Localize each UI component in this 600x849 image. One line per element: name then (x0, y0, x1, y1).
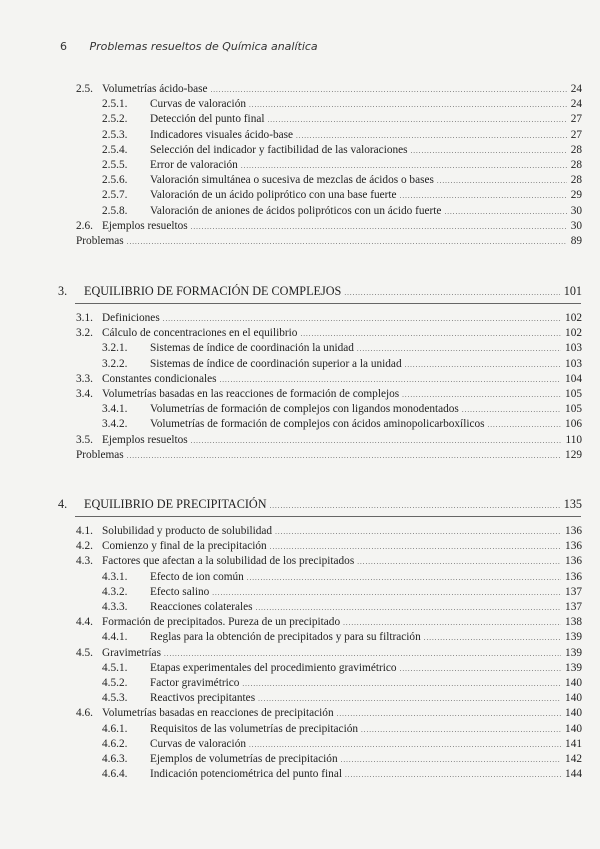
section-number: 3.4.2. (102, 418, 128, 431)
entry-label (102, 402, 459, 417)
toc-entry[interactable] (76, 311, 582, 326)
dot-leader (191, 220, 567, 235)
dot-leader (127, 235, 567, 250)
entry-label (102, 417, 485, 432)
section-number: 3.5. (76, 433, 93, 446)
section-number: 2.5.8. (102, 204, 128, 217)
page-ref: 27 (570, 113, 582, 126)
dot-leader (405, 358, 561, 373)
chapter-rule (75, 516, 581, 517)
dot-leader (400, 189, 567, 204)
section-number: 3.1. (76, 312, 93, 324)
section-number: 4.3. (76, 555, 93, 568)
section-title: Comienzo y final de la precipitación (102, 540, 267, 553)
dot-leader (270, 499, 560, 514)
entry-label (102, 722, 358, 737)
section-title: Curvas de valoración (150, 98, 246, 111)
entry-label (76, 326, 297, 341)
toc-entry[interactable] (102, 661, 582, 676)
entry-label (76, 234, 124, 249)
entry-label (58, 497, 267, 512)
section-number: 2.5.7. (102, 189, 128, 202)
dot-leader (402, 388, 561, 403)
section-title: Efecto salino (150, 585, 210, 598)
toc-entry[interactable] (76, 706, 582, 721)
dot-leader (268, 113, 567, 128)
toc-entry[interactable] (102, 143, 582, 158)
page-ref: 28 (570, 159, 582, 171)
page-ref: 89 (570, 235, 582, 247)
section-title: Reacciones colaterales (150, 601, 253, 613)
section-title: Problemas (76, 448, 124, 461)
entry-label (102, 128, 293, 143)
toc-entry[interactable] (76, 615, 582, 630)
toc-entry[interactable] (102, 722, 582, 737)
page-ref: 136 (565, 555, 582, 568)
page-ref: 30 (570, 219, 582, 232)
section-title: Sistemas de índice de coordinación la unidad (150, 342, 354, 355)
toc-entry[interactable] (102, 188, 582, 203)
entry-label (102, 188, 397, 203)
section-title: Ejemplos de volumetrías de precipitación (150, 753, 338, 765)
entry-label (102, 158, 238, 173)
section-title: Indicadores visuales ácido-base (150, 128, 294, 141)
section-title: Factores que afectan a la solubilidad de los precipitados (102, 555, 355, 568)
entry-label (76, 524, 272, 539)
section-title: Solubilidad y producto de solubilidad (102, 525, 273, 537)
dot-leader (296, 129, 567, 144)
entry-label (76, 615, 340, 630)
page-ref: 29 (570, 189, 582, 202)
section-number: 4.6. (76, 707, 93, 720)
section-number: 2.5. (76, 83, 93, 95)
page-ref: 103 (565, 342, 582, 355)
section-number: 4.6.3. (102, 753, 128, 765)
section-title: Volumetrías de formación de complejos con ácidos aminopolicarboxílicos (150, 418, 485, 431)
toc-entry[interactable] (102, 97, 582, 112)
section-number: 4.5.1. (102, 661, 128, 674)
section-title: Gravimetrías (102, 646, 161, 659)
toc-entry[interactable] (76, 82, 582, 97)
section-title: Requisitos de las volumetrías de precipitación (150, 722, 358, 735)
section-number: 3.2. (76, 327, 93, 340)
toc-entry[interactable] (76, 646, 582, 661)
section-title: Detección del punto final (150, 113, 265, 126)
dot-leader (211, 83, 567, 98)
section-number: 4.4. (76, 616, 93, 629)
dot-leader (212, 586, 561, 601)
dot-leader (242, 677, 561, 692)
entry-label (76, 311, 160, 326)
section-number: 4.6.4. (102, 768, 128, 781)
entry-label (102, 661, 397, 676)
page-ref: 136 (565, 540, 582, 553)
section-number: 4.5.2. (102, 677, 128, 689)
entry-label (76, 448, 124, 463)
toc-entry[interactable] (102, 341, 582, 356)
entry-label (76, 219, 188, 234)
toc-entry[interactable] (102, 570, 582, 585)
page-ref: 137 (565, 601, 582, 613)
section-title: Problemas (76, 235, 124, 247)
section-title: Valoración de un ácido poliprótico con una base fuerte (150, 189, 397, 202)
page-ref: 106 (565, 418, 582, 431)
toc-entry[interactable] (102, 691, 582, 706)
section-number: 4.3.2. (102, 585, 128, 598)
page-ref: 103 (565, 357, 582, 370)
toc-entry[interactable] (76, 554, 582, 569)
dot-leader (247, 571, 561, 586)
section-number: 2.5.1. (102, 98, 128, 111)
section-title: Formación de precipitados. Pureza de un precipitado (102, 616, 341, 629)
page-ref: 140 (565, 722, 582, 735)
dot-leader (220, 373, 562, 388)
dot-leader (357, 342, 561, 357)
toc-entry[interactable] (102, 676, 582, 691)
page-ref: 105 (565, 403, 582, 416)
section-number: 4.5. (76, 646, 93, 659)
dot-leader (345, 768, 561, 783)
section-title: Volumetrías basadas en las reacciones de formación de complejos (102, 388, 400, 400)
dot-leader (270, 540, 561, 555)
toc-entry[interactable] (102, 585, 582, 600)
entry-label (102, 173, 434, 188)
section-number: 3.2.1. (102, 342, 128, 355)
toc-entry[interactable] (102, 402, 582, 417)
toc-entry[interactable] (102, 600, 582, 615)
toc-entry[interactable] (102, 630, 582, 645)
section-title: Volumetrías basadas en reacciones de precipitación (102, 707, 334, 720)
page-ref: 101 (563, 284, 582, 298)
section-title: Efecto de ion común (150, 570, 244, 583)
running-header (60, 40, 318, 53)
page-ref: 136 (565, 570, 582, 583)
section-number: 2.5.2. (102, 113, 128, 126)
page-ref: 136 (565, 525, 582, 537)
section-number: 4.5.3. (102, 692, 128, 705)
chapter-rule (75, 303, 581, 304)
entry-label (76, 387, 399, 402)
section-number: 4.4.1. (102, 631, 128, 644)
section-number: 3.2.2. (102, 357, 128, 370)
page-ref: 28 (570, 174, 582, 187)
entry-label (102, 630, 421, 645)
entry-label (102, 341, 354, 356)
page-ref: 129 (565, 448, 582, 461)
dot-leader (357, 555, 561, 570)
section-number: 3.4. (76, 388, 93, 400)
toc-entry[interactable] (102, 112, 582, 127)
section-title: EQUILIBRIO DE PRECIPITACIÓN (84, 497, 267, 511)
dot-leader (400, 662, 561, 677)
chapter-entry[interactable] (58, 497, 582, 512)
dot-leader (344, 286, 559, 301)
section-number: 2.5.6. (102, 174, 128, 187)
toc-entry[interactable] (76, 326, 582, 341)
entry-label (102, 676, 239, 691)
section-title: Reglas para la obtención de precipitados y para su filtración (150, 631, 421, 644)
page-ref: 104 (565, 372, 582, 385)
dot-leader (424, 631, 561, 646)
entry-label (76, 706, 334, 721)
toc-entry[interactable] (76, 372, 582, 387)
entry-label (102, 600, 253, 615)
entry-label (76, 372, 217, 387)
section-number: 4.1. (76, 525, 93, 537)
section-title: Definiciones (102, 312, 160, 324)
dot-leader (249, 98, 567, 113)
toc-entry[interactable] (102, 158, 582, 173)
dot-leader (437, 174, 567, 189)
page-ref: 30 (570, 204, 582, 217)
page-ref: 140 (565, 677, 582, 689)
entry-label (102, 691, 255, 706)
section-number: 3.3. (76, 372, 93, 385)
page-ref: 141 (565, 737, 582, 750)
section-title: Ejemplos resueltos (102, 433, 188, 446)
section-title: Curvas de valoración (150, 737, 246, 750)
entry-label (102, 737, 246, 752)
section-number: 2.5.3. (102, 128, 128, 141)
entry-label (76, 539, 267, 554)
section-number: 2.5.4. (102, 143, 128, 156)
dot-leader (462, 403, 561, 418)
page-ref: 139 (565, 631, 582, 644)
dot-leader (163, 312, 561, 327)
page-ref: 110 (565, 433, 582, 446)
section-number: 4.6.1. (102, 722, 128, 735)
toc-entry[interactable] (102, 173, 582, 188)
toc-entry[interactable] (76, 219, 582, 234)
dot-leader (337, 707, 561, 722)
page-ref: 24 (570, 98, 582, 111)
entry-label (76, 646, 161, 661)
toc-entry[interactable] (76, 539, 582, 554)
section-number: 2.5.5. (102, 159, 128, 171)
section-title: Volumetrías de formación de complejos con ligandos monodentados (150, 403, 459, 416)
page-ref: 139 (565, 646, 582, 659)
dot-leader (275, 525, 561, 540)
toc-entry[interactable] (102, 417, 582, 432)
entry-label (102, 585, 209, 600)
section-title: Valoración de aniones de ácidos polipróticos con un ácido fuerte (150, 204, 442, 217)
section-title: Selección del indicador y factibilidad de las valoraciones (150, 143, 408, 156)
page-ref: 142 (565, 753, 582, 765)
dot-leader (341, 753, 561, 768)
entry-label (102, 97, 246, 112)
section-number: 3.4.1. (102, 403, 128, 416)
section-number: 4.2. (76, 540, 93, 553)
dot-leader (361, 723, 561, 738)
page-ref: 139 (565, 661, 582, 674)
section-title: Volumetrías ácido-base (102, 83, 208, 95)
section-number: 3. (58, 284, 68, 298)
section-number: 4.6.2. (102, 737, 128, 750)
dot-leader (258, 692, 561, 707)
dot-leader (127, 449, 561, 464)
page-ref: 102 (565, 327, 582, 340)
dot-leader (488, 418, 562, 433)
entry-label (102, 143, 408, 158)
page-ref: 24 (570, 83, 582, 95)
page-ref: 144 (565, 768, 582, 781)
section-title: Indicación potenciométrica del punto final (150, 768, 342, 781)
page-ref: 138 (565, 616, 582, 629)
entry-label (76, 554, 354, 569)
dot-leader (411, 144, 567, 159)
page-ref: 105 (565, 388, 582, 400)
section-title: Etapas experimentales del procedimiento gravimétrico (150, 661, 397, 674)
section-title: Reactivos precipitantes (150, 692, 256, 705)
page-ref: 28 (570, 143, 582, 156)
dot-leader (241, 159, 567, 174)
dot-leader (444, 205, 566, 220)
toc-entry[interactable] (102, 767, 582, 782)
section-title: Valoración simultánea o sucesiva de mezclas de ácidos o bases (150, 174, 434, 187)
section-title: EQUILIBRIO DE FORMACIÓN DE COMPLEJOS (84, 284, 342, 298)
dot-leader (249, 738, 561, 753)
toc-entry[interactable] (76, 448, 582, 463)
section-title: Constantes condicionales (102, 372, 217, 385)
entry-label (102, 204, 441, 219)
section-title: Factor gravimétrico (150, 677, 240, 689)
entry-label (102, 112, 265, 127)
page-ref: 140 (565, 707, 582, 720)
page-number: 6 (60, 40, 67, 53)
page-ref: 137 (565, 585, 582, 598)
page-ref: 27 (570, 128, 582, 141)
toc-entry[interactable] (102, 737, 582, 752)
entry-label (102, 570, 244, 585)
toc-entry[interactable] (76, 433, 582, 448)
page-ref: 102 (565, 312, 582, 324)
toc-entry[interactable] (76, 524, 582, 539)
section-number: 4. (58, 497, 68, 511)
section-title: Cálculo de concentraciones en el equilibrio (102, 327, 298, 340)
toc-entry[interactable] (102, 357, 582, 372)
entry-label (76, 82, 208, 97)
toc-entry[interactable] (102, 204, 582, 219)
page-ref: 135 (563, 497, 582, 511)
entry-label (76, 433, 188, 448)
toc-entry[interactable] (76, 387, 582, 402)
toc-entry[interactable] (102, 752, 582, 767)
toc-entry[interactable] (102, 128, 582, 143)
dot-leader (343, 616, 561, 631)
dot-leader (300, 327, 561, 342)
entry-label (102, 767, 342, 782)
toc-entry[interactable] (76, 234, 582, 249)
dot-leader (256, 601, 561, 616)
section-title: Ejemplos resueltos (102, 219, 188, 232)
page-ref: 140 (565, 692, 582, 705)
entry-label (58, 284, 341, 299)
book-title: Problemas resueltos de Química analítica (89, 40, 318, 53)
dot-leader (164, 647, 561, 662)
entry-label (102, 752, 338, 767)
entry-label (102, 357, 402, 372)
section-number: 2.6. (76, 219, 93, 232)
chapter-entry[interactable] (58, 284, 582, 299)
section-title: Sistemas de índice de coordinación superior a la unidad (150, 357, 402, 370)
section-number: 4.3.1. (102, 570, 128, 583)
dot-leader (191, 434, 562, 449)
section-number: 4.3.3. (102, 601, 128, 613)
section-title: Error de valoración (150, 159, 238, 171)
